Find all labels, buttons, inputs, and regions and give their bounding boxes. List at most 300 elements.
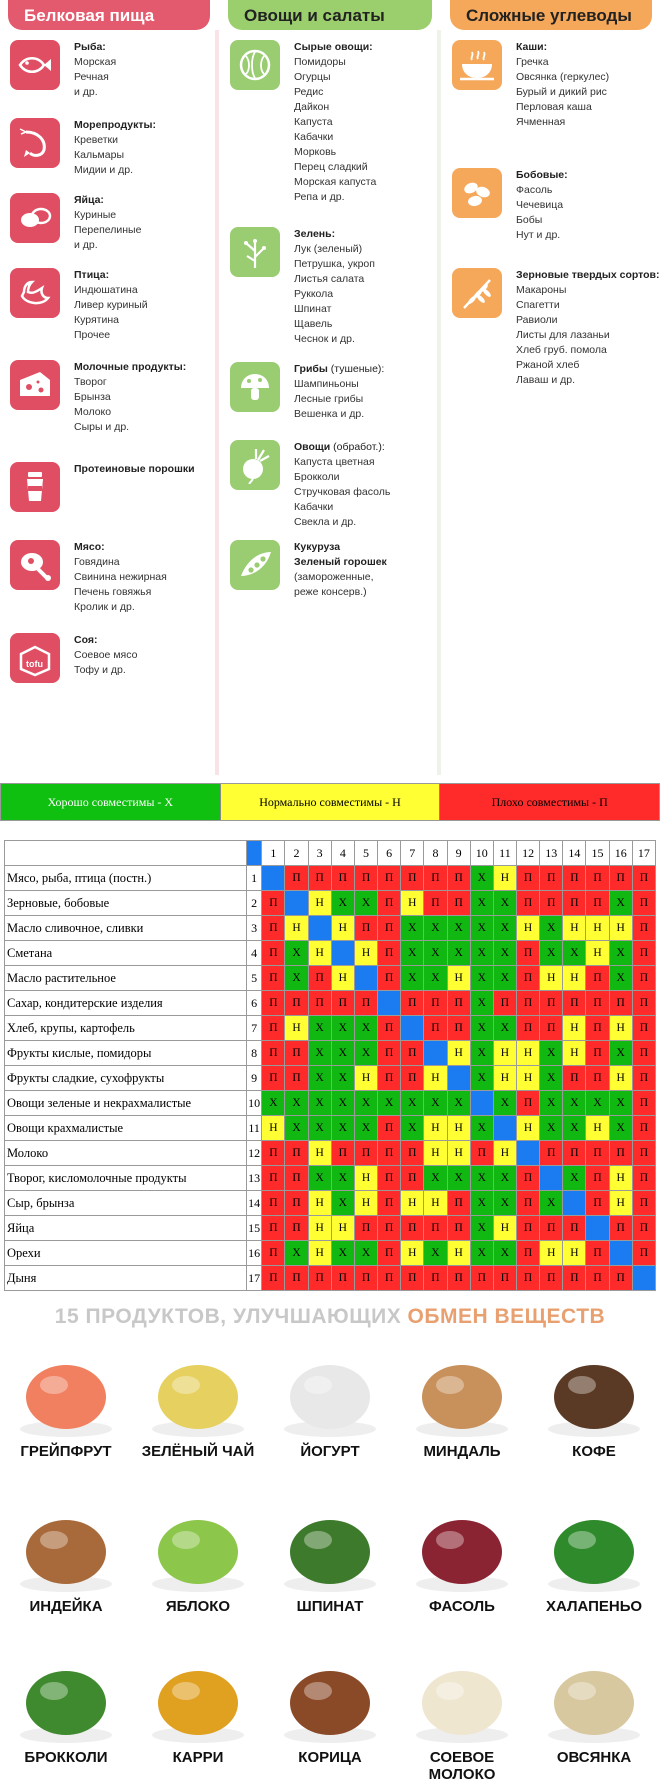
matrix-cell: П [401, 1216, 424, 1241]
guide-item-line: Макароны [516, 284, 567, 296]
shaker-icon [10, 462, 60, 512]
matrix-cell: Х [540, 941, 563, 966]
guide-item-text [516, 168, 660, 243]
matrix-cell: Х [354, 1041, 377, 1066]
matrix-cell: П [540, 1216, 563, 1241]
matrix-cell: П [517, 1166, 540, 1191]
guide-item-title: Зерновые твердых сортов: [516, 269, 660, 281]
matrix-cell: П [378, 966, 401, 991]
matrix-cell: П [354, 1216, 377, 1241]
matrix-cell: П [632, 1041, 655, 1066]
guide-item-title: Мясо: [74, 541, 105, 553]
matrix-corner-swatch [246, 841, 261, 866]
guide-item-line: Куриные [74, 209, 117, 221]
guide-item-line: и др. [74, 239, 98, 251]
matrix-cell [517, 1141, 540, 1166]
matrix-cell: П [632, 1241, 655, 1266]
matrix-cell: Н [493, 1066, 516, 1091]
food-label: БРОККОЛИ [24, 1749, 108, 1766]
matrix-cell: Н [563, 1241, 586, 1266]
matrix-col-header: 9 [447, 841, 470, 866]
food-label: ЙОГУРТ [300, 1443, 360, 1460]
food-label: КАРРИ [172, 1749, 224, 1766]
matrix-cell: П [517, 1216, 540, 1241]
matrix-row-name: Молоко [5, 1141, 247, 1166]
guide-item-line: Кролик и др. [74, 601, 135, 613]
guide-item-text [74, 360, 224, 435]
matrix-cell [632, 1266, 655, 1291]
eggs-icon [10, 193, 60, 243]
guide-item-line: Капуста цветная [294, 456, 375, 468]
tofu-icon [10, 633, 60, 683]
food-item [264, 1492, 396, 1644]
matrix-cell: П [308, 991, 331, 1016]
matrix-cell: Н [354, 1166, 377, 1191]
matrix-cell: Х [470, 1216, 493, 1241]
matrix-cell [262, 866, 285, 891]
matrix-cell: Х [331, 1116, 354, 1141]
guide-item-line: Брокколи [294, 471, 340, 483]
guide-item-line: Равиоли [516, 314, 558, 326]
guide-item-line: Чечевица [516, 199, 564, 211]
metabolism-foods [0, 1295, 660, 1790]
matrix-cell: Х [424, 966, 447, 991]
matrix-cell: Х [540, 916, 563, 941]
guide-item-line: Креветки [74, 134, 119, 146]
food-item [396, 1337, 528, 1489]
matrix-cell: П [586, 1141, 609, 1166]
guide-item-text [294, 227, 444, 347]
matrix-cell: П [563, 866, 586, 891]
matrix-cell: П [262, 991, 285, 1016]
food-item [132, 1492, 264, 1644]
matrix-cell: Н [609, 1066, 632, 1091]
matrix-row-name: Фрукты сладкие, сухофрукты [5, 1066, 247, 1091]
matrix-cell: П [285, 1066, 308, 1091]
matrix-cell: П [401, 1066, 424, 1091]
matrix-cell: П [285, 991, 308, 1016]
guide-item-text [294, 540, 444, 600]
matrix-col-header: 17 [632, 841, 655, 866]
legend-normal: Нормально совместимы - Н [220, 784, 441, 820]
svg-text:tofu: tofu [26, 659, 43, 669]
matrix-cell: П [586, 866, 609, 891]
matrix-cell: Х [354, 1016, 377, 1041]
guide-item-line: и др. [74, 86, 98, 98]
matrix-col-header: 5 [354, 841, 377, 866]
matrix-cell: Х [331, 891, 354, 916]
guide-item-line: Говядина [74, 556, 120, 568]
matrix-cell: Х [262, 1091, 285, 1116]
matrix-cell [540, 1166, 563, 1191]
matrix-cell: П [540, 891, 563, 916]
matrix-cell: П [285, 866, 308, 891]
beans-icon [452, 168, 502, 218]
mushroom-icon [230, 362, 280, 412]
matrix-cell: П [285, 1166, 308, 1191]
matrix-cell: П [632, 1141, 655, 1166]
matrix-cell: Х [285, 1116, 308, 1141]
food-photo [274, 1341, 386, 1441]
matrix-cell: П [262, 941, 285, 966]
matrix-row-number: 6 [246, 991, 261, 1016]
matrix-cell: Х [470, 991, 493, 1016]
guide-item-title: Птица: [74, 269, 110, 281]
guide-item-line: Кабачки [294, 501, 334, 513]
matrix-cell [609, 1241, 632, 1266]
matrix-cell: Х [586, 1091, 609, 1116]
guide-item-line: Дайкон [294, 101, 330, 113]
matrix-cell: П [540, 1141, 563, 1166]
guide-item-line: Фасоль [516, 184, 553, 196]
matrix-cell: П [424, 1016, 447, 1041]
food-item [528, 1643, 660, 1790]
carbs-column [442, 0, 660, 775]
matrix-cell: П [586, 1066, 609, 1091]
matrix-cell: Х [285, 1241, 308, 1266]
table-row [5, 1041, 656, 1066]
matrix-cell: Н [354, 1191, 377, 1216]
matrix-col-header: 2 [285, 841, 308, 866]
matrix-cell: П [378, 1141, 401, 1166]
matrix-cell: Н [401, 891, 424, 916]
column-title: Белковая пища [8, 0, 210, 30]
matrix-cell [401, 1016, 424, 1041]
guide-item-line: Бурый и дикий рис [516, 86, 607, 98]
matrix-cell [331, 941, 354, 966]
guide-item-line: Свинина нежирная [74, 571, 167, 583]
guide-item-line: Мидии и др. [74, 164, 134, 176]
matrix-cell: П [586, 1266, 609, 1291]
guide-item-line: Бобы [516, 214, 543, 226]
food-photo [274, 1496, 386, 1596]
matrix-cell: Х [470, 916, 493, 941]
guide-item-line: Листы для лазаньи [516, 329, 610, 341]
food-label: КОФЕ [572, 1443, 616, 1460]
guide-item-title: Грибы (тушеные): [294, 363, 385, 375]
matrix-cell: П [609, 1266, 632, 1291]
matrix-cell: Х [424, 916, 447, 941]
matrix-row-number: 14 [246, 1191, 261, 1216]
matrix-cell: П [354, 1266, 377, 1291]
matrix-cell: П [378, 1166, 401, 1191]
matrix-cell: Х [470, 1166, 493, 1191]
matrix-cell: П [470, 1266, 493, 1291]
compatibility-legend [0, 783, 660, 821]
matrix-row-number: 10 [246, 1091, 261, 1116]
matrix-cell: П [632, 966, 655, 991]
matrix-cell: П [262, 1266, 285, 1291]
guide-item-line: (замороженные, [294, 571, 374, 583]
food-photo [538, 1647, 650, 1747]
matrix-cell: П [609, 1141, 632, 1166]
matrix-cell [285, 891, 308, 916]
guide-item-line: Прочее [74, 329, 111, 341]
guide-item-line: Молоко [74, 406, 112, 418]
guide-item-title: Молочные продукты: [74, 361, 187, 373]
guide-item-line: Лесные грибы [294, 393, 364, 405]
matrix-row-name: Хлеб, крупы, картофель [5, 1016, 247, 1041]
wheat-icon [452, 268, 502, 318]
table-row [5, 1166, 656, 1191]
matrix-cell: Х [378, 1091, 401, 1116]
matrix-cell: П [424, 1216, 447, 1241]
matrix-row-number: 4 [246, 941, 261, 966]
matrix-cell: П [262, 1016, 285, 1041]
matrix-cell: Н [424, 1191, 447, 1216]
matrix-col-header: 11 [493, 841, 516, 866]
matrix-cell: П [424, 1266, 447, 1291]
guide-item-text [516, 40, 660, 130]
matrix-cell: Х [331, 1241, 354, 1266]
matrix-cell: Н [493, 866, 516, 891]
matrix-row-number: 5 [246, 966, 261, 991]
matrix-cell: П [331, 991, 354, 1016]
matrix-row-number: 1 [246, 866, 261, 891]
guide-item-text [74, 268, 224, 343]
matrix-cell: Н [424, 1116, 447, 1141]
matrix-cell: П [424, 991, 447, 1016]
table-row [5, 1141, 656, 1166]
matrix-cell: П [632, 891, 655, 916]
matrix-cell: Х [493, 916, 516, 941]
food-label: СОЕВОЕ МОЛОКО [428, 1749, 496, 1783]
guide-item-line: Морковь [294, 146, 337, 158]
matrix-row-name: Творог, кисломолочные продукты [5, 1166, 247, 1191]
matrix-cell: Н [401, 1241, 424, 1266]
matrix-cell: Х [447, 941, 470, 966]
guide-item-text [74, 540, 224, 615]
matrix-cell: Н [447, 1141, 470, 1166]
matrix-cell: П [563, 991, 586, 1016]
matrix-cell: Х [493, 941, 516, 966]
matrix-cell: П [632, 1216, 655, 1241]
matrix-cell: Н [308, 1241, 331, 1266]
matrix-cell: П [354, 991, 377, 1016]
matrix-cell: Н [517, 916, 540, 941]
matrix-cell: Н [447, 1041, 470, 1066]
matrix-corner [5, 841, 247, 866]
matrix-row-number: 15 [246, 1216, 261, 1241]
matrix-cell: Н [517, 1041, 540, 1066]
matrix-cell: Н [563, 966, 586, 991]
matrix-cell: Н [540, 966, 563, 991]
vegetables-column [220, 0, 440, 775]
matrix-cell: П [447, 991, 470, 1016]
matrix-cell: П [563, 1266, 586, 1291]
matrix-cell: Х [401, 966, 424, 991]
matrix-cell: П [401, 991, 424, 1016]
matrix-cell: П [517, 1266, 540, 1291]
matrix-cell: П [378, 1266, 401, 1291]
matrix-col-header: 12 [517, 841, 540, 866]
matrix-cell: Х [331, 1191, 354, 1216]
matrix-row-number: 17 [246, 1266, 261, 1291]
matrix-cell: Х [447, 1166, 470, 1191]
table-row [5, 891, 656, 916]
matrix-cell: Н [609, 1016, 632, 1041]
matrix-cell: Х [401, 916, 424, 941]
matrix-cell: Х [493, 1241, 516, 1266]
matrix-cell: Н [563, 1041, 586, 1066]
legend-good: Хорошо совместимы - Х [1, 784, 220, 820]
food-label: ЯБЛОКО [165, 1598, 231, 1615]
matrix-cell [378, 991, 401, 1016]
matrix-cell: П [517, 891, 540, 916]
guide-item-text [294, 40, 444, 205]
matrix-cell: П [493, 991, 516, 1016]
herb-icon [230, 227, 280, 277]
matrix-cell: П [632, 1016, 655, 1041]
food-photo [274, 1647, 386, 1747]
food-label: КОРИЦА [298, 1749, 362, 1766]
food-item [0, 1643, 132, 1790]
matrix-row-name: Фрукты кислые, помидоры [5, 1041, 247, 1066]
matrix-cell: П [401, 1166, 424, 1191]
guide-item-line: реже консерв.) [294, 586, 367, 598]
matrix-cell: П [517, 1016, 540, 1041]
matrix-cell: П [424, 891, 447, 916]
guide-item-title: Морепродукты: [74, 119, 156, 131]
guide-item-line: Кальмары [74, 149, 124, 161]
guide-item-line: Репа и др. [294, 191, 345, 203]
matrix-cell: П [354, 866, 377, 891]
matrix-row-name: Сыр, брынза [5, 1191, 247, 1216]
matrix-row-number: 16 [246, 1241, 261, 1266]
guide-item-line: Сыры и др. [74, 421, 130, 433]
food-item [132, 1337, 264, 1489]
guide-item-line: Редис [294, 86, 324, 98]
matrix-cell: Х [308, 1166, 331, 1191]
guide-item-line: Тофу и др. [74, 664, 126, 676]
table-row [5, 1116, 656, 1141]
matrix-cell: Х [470, 1041, 493, 1066]
matrix-cell: Х [308, 1066, 331, 1091]
matrix-col-header: 8 [424, 841, 447, 866]
matrix-cell: П [308, 966, 331, 991]
matrix-col-header: 10 [470, 841, 493, 866]
guide-item-line: Индюшатина [74, 284, 138, 296]
matrix-cell: Х [609, 966, 632, 991]
matrix-cell: П [540, 1266, 563, 1291]
matrix-cell: П [378, 1041, 401, 1066]
food-photo [10, 1341, 122, 1441]
table-row [5, 1091, 656, 1116]
matrix-cell: Х [563, 1166, 586, 1191]
cheese-icon [10, 360, 60, 410]
matrix-cell: П [285, 1141, 308, 1166]
food-label: ЗЕЛЁНЫЙ ЧАЙ [141, 1443, 255, 1460]
guide-item-text [74, 633, 224, 678]
matrix-cell: П [563, 891, 586, 916]
matrix-cell: Н [517, 1066, 540, 1091]
matrix-cell: П [632, 1191, 655, 1216]
matrix-row-name: Мясо, рыба, птица (постн.) [5, 866, 247, 891]
guide-item-line: Стручковая фасоль [294, 486, 391, 498]
matrix-cell: Н [586, 1116, 609, 1141]
matrix-col-header: 13 [540, 841, 563, 866]
matrix-cell: Х [609, 891, 632, 916]
matrix-cell: П [331, 866, 354, 891]
matrix-cell: Х [470, 866, 493, 891]
guide-item-line: Шпинат [294, 303, 332, 315]
matrix-cell: Н [563, 916, 586, 941]
food-item [528, 1337, 660, 1489]
matrix-cell: П [447, 866, 470, 891]
matrix-cell: П [378, 1016, 401, 1041]
matrix-cell [493, 1116, 516, 1141]
guide-item-line: Морская [74, 56, 117, 68]
matrix-cell: П [517, 866, 540, 891]
guide-item-line: Петрушка, укроп [294, 258, 375, 270]
guide-item-line: Ячменная [516, 116, 566, 128]
matrix-cell: П [586, 1191, 609, 1216]
guide-item-title: Сырые овощи: [294, 41, 373, 53]
matrix-cell: Х [563, 1091, 586, 1116]
matrix-cell: П [517, 1091, 540, 1116]
matrix-cell: Х [540, 1116, 563, 1141]
matrix-cell: Х [424, 941, 447, 966]
matrix-cell: Н [285, 1016, 308, 1041]
guide-item-line: Речная [74, 71, 109, 83]
food-label: ШПИНАТ [296, 1598, 364, 1615]
matrix-cell: П [401, 1141, 424, 1166]
matrix-col-header: 14 [563, 841, 586, 866]
matrix-row-name: Зерновые, бобовые [5, 891, 247, 916]
matrix-cell: Х [331, 1066, 354, 1091]
matrix-cell: Х [401, 941, 424, 966]
matrix-cell: П [378, 866, 401, 891]
matrix-cell: Х [470, 891, 493, 916]
matrix-cell: П [285, 1191, 308, 1216]
matrix-cell: П [262, 1041, 285, 1066]
matrix-col-header: 6 [378, 841, 401, 866]
matrix-cell: П [586, 1041, 609, 1066]
matrix-cell: П [563, 1141, 586, 1166]
food-photo [142, 1341, 254, 1441]
matrix-cell: Н [517, 1116, 540, 1141]
matrix-cell: П [378, 1241, 401, 1266]
food-photo [142, 1647, 254, 1747]
guide-item-title: Протеиновые порошки [74, 463, 195, 475]
matrix-cell: Х [540, 1191, 563, 1216]
guide-item-title: Яйца: [74, 194, 104, 206]
food-item [0, 1492, 132, 1644]
matrix-cell: Х [331, 1166, 354, 1191]
guide-item-line: Курятина [74, 314, 119, 326]
matrix-cell: Х [540, 1041, 563, 1066]
matrix-row-name: Орехи [5, 1241, 247, 1266]
matrix-cell: Х [493, 966, 516, 991]
food-item [0, 1337, 132, 1489]
matrix-cell: Х [609, 941, 632, 966]
matrix-cell: П [378, 1216, 401, 1241]
matrix-cell: П [493, 1266, 516, 1291]
guide-item-line: Ливер куриный [74, 299, 148, 311]
matrix-cell: П [401, 866, 424, 891]
matrix-cell: Х [470, 941, 493, 966]
food-photo [10, 1647, 122, 1747]
matrix-cell: П [517, 941, 540, 966]
matrix-cell: П [262, 1216, 285, 1241]
guide-item-line: Спагетти [516, 299, 560, 311]
matrix-cell: П [563, 1066, 586, 1091]
guide-item-line: Морская капуста [294, 176, 377, 188]
matrix-cell: П [378, 941, 401, 966]
food-photo [406, 1647, 518, 1747]
guide-item-text [74, 40, 224, 100]
matrix-col-header: 4 [331, 841, 354, 866]
